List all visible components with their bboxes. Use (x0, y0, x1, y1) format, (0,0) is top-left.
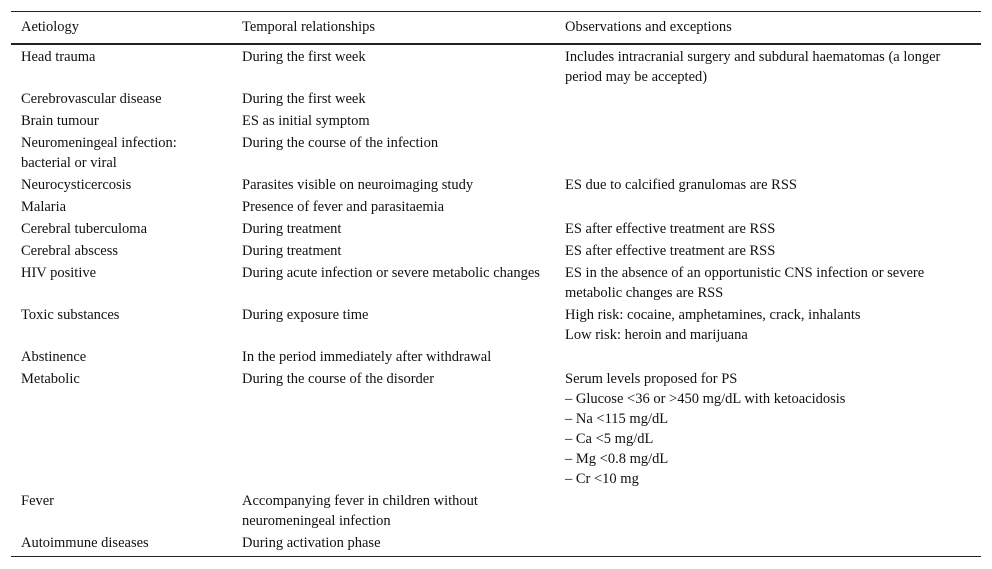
cell-temporal-relationship: During activation phase (242, 535, 381, 551)
cell-temporal-relationship: Presence of fever and parasitaemia (242, 199, 445, 215)
aetiology-table (11, 11, 981, 557)
observation-line: ES after effective treatment are RSS (565, 243, 776, 259)
table-row (11, 132, 981, 174)
cell-observations (555, 110, 981, 132)
table-row (11, 110, 981, 132)
table-row (11, 346, 981, 368)
cell-aetiology: Autoimmune diseases (21, 535, 149, 551)
cell-aetiology: Cerebral abscess (21, 243, 119, 259)
observation-line: – Mg <0.8 mg/dL (565, 451, 669, 467)
cell-temporal-relationship: In the period immediately after withdrawal (242, 349, 492, 365)
cell-aetiology: Head trauma (21, 49, 96, 65)
cell-temporal-relationship: During treatment (242, 221, 342, 237)
cell-temporal-relationship: During acute infection or severe metabolic changes (242, 265, 540, 281)
observation-line: – Na <115 mg/dL (565, 411, 669, 427)
cell-aetiology: Abstinence (21, 349, 87, 365)
cell-observations (555, 132, 981, 174)
cell-aetiology: Toxic substances (21, 307, 120, 323)
cell-temporal-relationship: During exposure time (242, 307, 369, 323)
observation-line: ES in the absence of an opportunistic CNS infection or severe metabolic changes are RSS (565, 265, 925, 301)
cell-observations (555, 240, 981, 262)
table-row (11, 240, 981, 262)
table-row (11, 218, 981, 240)
aetiology-table-container (11, 11, 981, 557)
cell-temporal-relationship: ES as initial symptom (242, 113, 370, 129)
observation-line: Low risk: heroin and marijuana (565, 327, 748, 343)
header-aetiology: Aetiology (21, 19, 79, 35)
observation-line: Serum levels proposed for PS (565, 371, 738, 387)
cell-aetiology: Cerebral tuberculoma (21, 221, 148, 237)
cell-observations (555, 218, 981, 240)
observation-line: Includes intracranial surgery and subdural haematomas (a longer period may be accepted) (565, 49, 941, 85)
cell-aetiology: HIV positive (21, 265, 97, 281)
table-row (11, 88, 981, 110)
header-observations-exceptions: Observations and exceptions (565, 19, 732, 35)
table-row (11, 532, 981, 557)
cell-aetiology: Neuromeningeal infection: bacterial or viral (21, 135, 177, 171)
observation-line: ES due to calcified granulomas are RSS (565, 177, 797, 193)
header-temporal-relationships: Temporal relationships (242, 19, 376, 35)
table-row (11, 304, 981, 346)
table-row (11, 44, 981, 88)
cell-temporal-relationship: During the course of the infection (242, 135, 439, 151)
table-row (11, 262, 981, 304)
cell-observations (555, 304, 981, 346)
cell-aetiology: Fever (21, 493, 55, 509)
table-body (11, 44, 981, 557)
cell-observations (555, 346, 981, 368)
table-row (11, 368, 981, 490)
table-header-row (11, 12, 981, 45)
cell-aetiology: Cerebrovascular disease (21, 91, 162, 107)
table-row (11, 490, 981, 532)
cell-observations (555, 174, 981, 196)
cell-observations (555, 368, 981, 490)
cell-aetiology: Brain tumour (21, 113, 99, 129)
cell-observations (555, 490, 981, 532)
observation-line: ES after effective treatment are RSS (565, 221, 776, 237)
cell-temporal-relationship: During the first week (242, 49, 366, 65)
cell-aetiology: Neurocysticercosis (21, 177, 132, 193)
cell-observations (555, 196, 981, 218)
observation-line: – Glucose <36 or >450 mg/dL with ketoacidosis (565, 391, 846, 407)
cell-temporal-relationship: During treatment (242, 243, 342, 259)
cell-observations (555, 88, 981, 110)
observation-line: High risk: cocaine, amphetamines, crack, inhalants (565, 307, 861, 323)
cell-temporal-relationship: During the first week (242, 91, 366, 107)
cell-observations (555, 44, 981, 88)
table-row (11, 196, 981, 218)
cell-temporal-relationship: Parasites visible on neuroimaging study (242, 177, 474, 193)
cell-temporal-relationship: Accompanying fever in children without neuromeningeal infection (242, 493, 478, 529)
cell-aetiology: Malaria (21, 199, 67, 215)
cell-temporal-relationship: During the course of the disorder (242, 371, 435, 387)
table-row (11, 174, 981, 196)
cell-observations (555, 262, 981, 304)
cell-aetiology: Metabolic (21, 371, 80, 387)
observation-line: – Cr <10 mg (565, 471, 639, 487)
observation-line: – Ca <5 mg/dL (565, 431, 654, 447)
cell-observations (555, 532, 981, 557)
